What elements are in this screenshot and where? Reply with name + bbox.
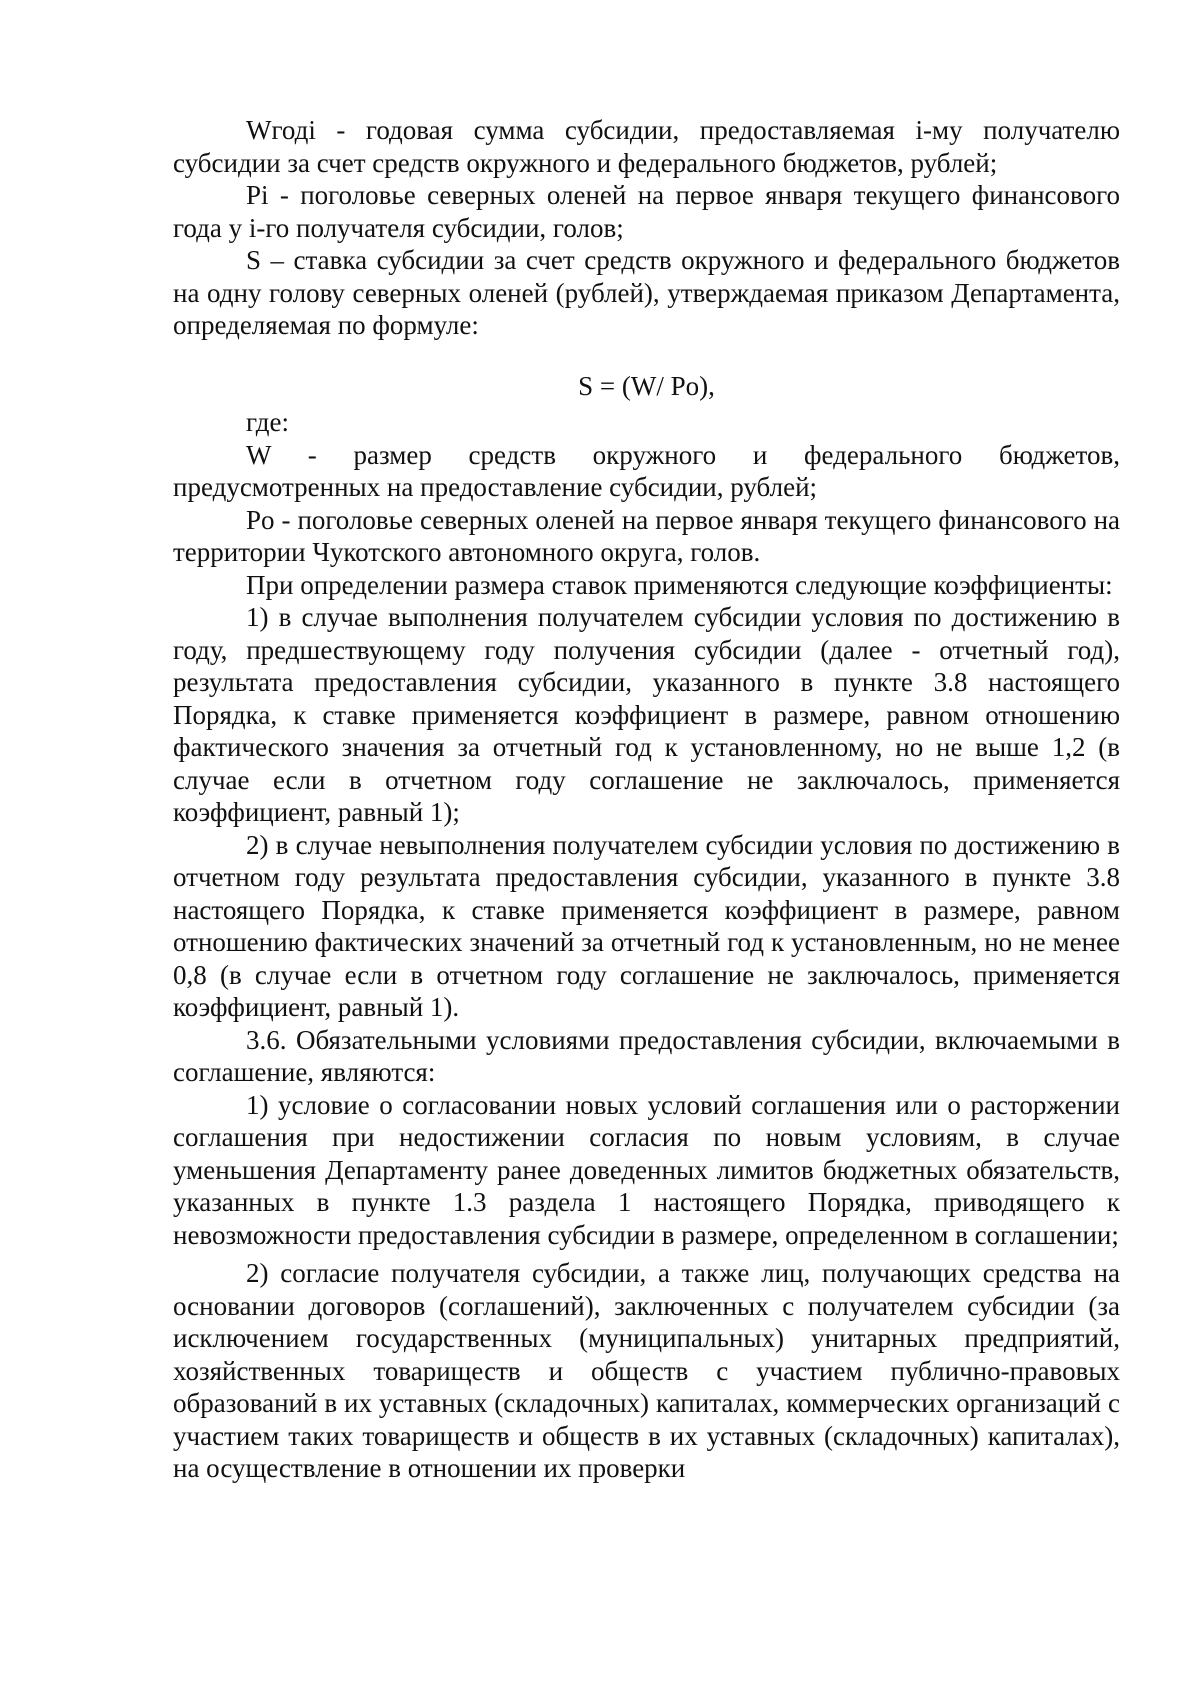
paragraph-pi-definition: Pi - поголовье северных оленей на первое января текущего финансового года у i-го получателя субсидии, голов; <box>173 180 1120 243</box>
paragraph-w-definition: W - размер средств окружного и федерального бюджетов, предусмотренных на предоставление субсидии, рублей; <box>173 439 1120 502</box>
where-label: где: <box>246 407 289 437</box>
document-body <box>173 114 1120 1485</box>
paragraph-condition-2: 2) согласие получателя субсидии, а также лиц, получающих средства на основании договоров (соглашений), заключенных с получателем субсидии (за исключением государственных (муниципальных) унитарных предприятий, хозяйственных товариществ и обществ с участием публично-правовых образований в их уставных (складочных) капиталах, коммерческих организаций с участием таких товариществ и обществ в их уставных (складочных) капиталах), на осуществление в отношении их проверки <box>173 1258 1120 1483</box>
paragraph-po-definition: Pо - поголовье северных оленей на первое января текущего финансового на территории Чукотского автономного округа, голов. <box>173 504 1120 567</box>
paragraph-coefficients-intro: При определении размера ставок применяются следующие коэффициенты: <box>246 569 1113 600</box>
paragraph-coefficient-1: 1) в случае выполнения получателем субсидии условия по достижению в году, предшествующему году получения субсидии (далее - отчетный год), результата предоставления субсидии, указанного в пункте 3.8 настоящего Порядка, к ставке применяется коэффициент в размере, равном отношению фактического значения за отчетный год к установленному, но не выше 1,2 (в случае если в отчетном году соглашение не заключалось, применяется коэффициент, равный 1); <box>173 602 1120 827</box>
formula: S = (W/ Pо), <box>578 370 715 401</box>
paragraph-condition-1: 1) условие о согласовании новых условий соглашения или о расторжении соглашения при недостижении согласия по новым условиям, в случае уменьшения Департаменту ранее доведенных лимитов бюджетных обязательств, указанных в пункте 1.3 раздела 1 настоящего Порядка, приводящего к невозможности предоставления субсидии в размере, определенном в соглашении; <box>173 1089 1120 1250</box>
paragraph-section-3-6: 3.6. Обязательными условиями предоставления субсидии, включаемыми в соглашение, являются: <box>173 1024 1120 1087</box>
paragraph-wgodi-definition: Wгодi - годовая сумма субсидии, предоставляемая i-му получателю субсидии за счет средств окружного и федерального бюджетов, рублей; <box>173 115 1120 178</box>
paragraph-coefficient-2: 2) в случае невыполнения получателем субсидии условия по достижению в отчетном году результата предоставления субсидии, указанного в пункте 3.8 настоящего Порядка, к ставке применяется коэффициент в размере, равном отношению фактических значений за отчетный год к установленным, но не менее 0,8 (в случае если в отчетном году соглашение не заключалось, применяется коэффициент, равный 1). <box>173 829 1120 1022</box>
paragraph-s-definition: S – ставка субсидии за счет средств окружного и федерального бюджетов на одну голову северных оленей (рублей), утверждаемая приказом Департамента, определяемая по формуле: <box>173 245 1120 340</box>
